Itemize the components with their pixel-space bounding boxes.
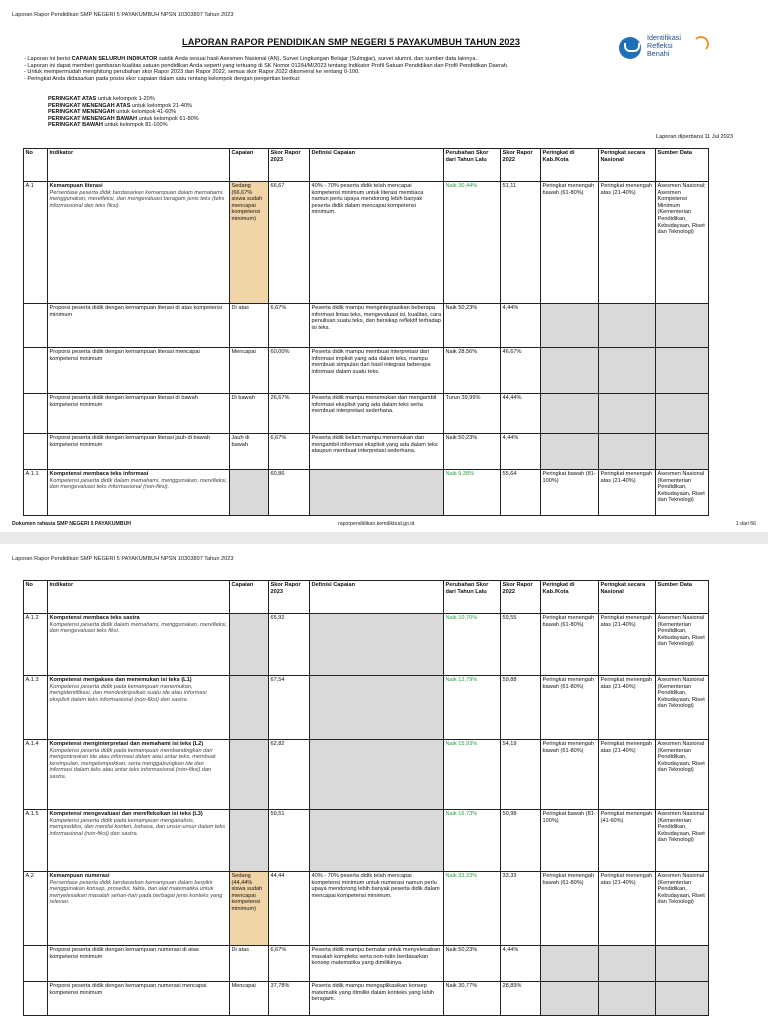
peringkat-kab-cell: Peringkat menengah bawah (61-80%) — [541, 182, 599, 304]
perubahan-cell: Naik 15,93% — [444, 740, 501, 810]
perubahan-cell: Turun 39,99% — [444, 394, 501, 434]
indicator-cell — [48, 614, 230, 676]
capaian-cell: Di bawah — [230, 394, 269, 434]
capaian-cell: Sedang (66,67% siswa sudah mencapai kompetensi minimum) — [230, 182, 269, 304]
capaian-cell: Di atas — [230, 946, 269, 982]
indicator-proportion: Proporsi peserta didik dengan kemampuan literasi di atas kompetensi minimum — [49, 305, 223, 318]
skor-2023-cell: 59,51 — [269, 810, 310, 872]
column-header: Skor Rapor 2022 — [501, 581, 541, 614]
sumber-data-cell — [656, 304, 709, 348]
footer-left: Dokumen rahasia SMP NEGERI 5 PAYAKUMBUH — [12, 521, 132, 527]
column-header: Skor Rapor 2023 — [269, 149, 310, 182]
peringkat-kab-cell — [541, 946, 599, 982]
sumber-data-cell — [656, 982, 709, 1016]
peringkat-kab-cell: Peringkat menengah bawah (61-80%) — [541, 872, 599, 946]
table-row — [24, 614, 709, 676]
peringkat-kab-cell — [541, 434, 599, 470]
indicator-table-page-2 — [23, 580, 709, 1016]
intro-line-3: - Untuk mempermudah menghitung perubahan skor Rapor 2023 dan Rapor 2022, semua skor Rapor 2022 dikonversi ke rentang 0-100. — [24, 69, 360, 76]
capaian-cell: Di atas — [230, 304, 269, 348]
skor-2022-cell: 55,64 — [501, 470, 541, 516]
indicator-title: Kemampuan numerasi — [49, 873, 110, 879]
skor-2023-cell: 6,67% — [269, 304, 310, 348]
skor-2023-cell: 65,92 — [269, 614, 310, 676]
definisi-cell: Peserta didik mampu bernalar untuk menyelesaikan masalah kompleks serta non-rutin berdasarkan konsep matematika yang dimilikinya. — [310, 946, 444, 982]
indicator-cell — [48, 348, 230, 394]
indicator-number — [24, 434, 48, 470]
running-header: Laporan Rapor Pendidikan SMP NEGERI 5 PAYAKUMBUH NPSN 10303897 Tahun 2023 — [12, 556, 234, 562]
skor-2023-cell: 60,86 — [269, 470, 310, 516]
peringkat-kab-cell — [541, 394, 599, 434]
logo-text: Identifikasi Refleksi Benahi — [647, 33, 681, 58]
table-row — [24, 348, 709, 394]
skor-2023-cell: 6,67% — [269, 946, 310, 982]
column-header: Indikator — [48, 149, 230, 182]
page-2 — [0, 546, 768, 1024]
peringkat-nasional-cell — [599, 982, 656, 1016]
sumber-data-cell: Asesmen Nasional (Kementerian Pendidikan, Kebudayaan, Riset dan Teknologi) — [656, 740, 709, 810]
skor-2022-cell: 4,44% — [501, 434, 541, 470]
sumber-data-cell: Asesmen Nasional (Kementerian Pendidikan, Kebudayaan, Riset dan Teknologi) — [656, 872, 709, 946]
peringkat-nasional-cell: Peringkat menengah atas (21-40%) — [599, 182, 656, 304]
column-header: Perubahan Skor dari Tahun Lalu — [444, 149, 501, 182]
peringkat-kab-cell: Peringkat bawah (81-100%) — [541, 470, 599, 516]
perubahan-cell: Naik 9,38% — [444, 470, 501, 516]
indicator-cell — [48, 676, 230, 740]
definisi-cell — [310, 676, 444, 740]
running-header: Laporan Rapor Pendidikan SMP NEGERI 5 PAYAKUMBUH NPSN 10303897 Tahun 2023 — [12, 12, 234, 18]
column-header: Skor Rapor 2023 — [269, 581, 310, 614]
capaian-cell — [230, 614, 269, 676]
indicator-number — [24, 348, 48, 394]
intro-line-2: - Laporan ini dapat memberi gambaran kualitas satuan pendidikan Anda seperti yang tertuang di SK Nomor 012/H/M/2023 tentang Indikator Profil Satuan Pendidikan dan Profil Pendidikan Daerah. — [24, 62, 509, 69]
indicator-cell — [48, 182, 230, 304]
perubahan-cell: Naik 12,79% — [444, 676, 501, 740]
rank-legend — [48, 96, 199, 129]
perubahan-cell: Naik 10,70% — [444, 614, 501, 676]
indicator-number: A.1.4 — [24, 740, 48, 810]
indicator-title: Kompetensi mengakses dan menemukan isi teks (L1) — [49, 677, 192, 683]
definisi-cell: Peserta didik mampu mengaplikasikan konsep matematik yang dimiliki dalam konteks yang lebih beragam. — [310, 982, 444, 1016]
indicator-cell — [48, 810, 230, 872]
peringkat-nasional-cell: Peringkat menengah atas (21-40%) — [599, 740, 656, 810]
indicator-title: Kompetensi menginterpretasi dan memahami isi teks (L2) — [49, 741, 204, 747]
sumber-data-cell — [656, 394, 709, 434]
indicator-cell — [48, 470, 230, 516]
skor-2023-cell: 60,00% — [269, 348, 310, 394]
skor-2022-cell: 33,33 — [501, 872, 541, 946]
indicator-cell — [48, 394, 230, 434]
column-header: Peringkat secara Nasional — [599, 581, 656, 614]
table-row — [24, 676, 709, 740]
table-row — [24, 740, 709, 810]
column-header: No — [24, 149, 48, 182]
skor-2023-cell: 6,67% — [269, 434, 310, 470]
column-header: Skor Rapor 2022 — [501, 149, 541, 182]
skor-2022-cell: 59,55 — [501, 614, 541, 676]
skor-2022-cell: 46,67% — [501, 348, 541, 394]
peringkat-nasional-cell — [599, 434, 656, 470]
skor-2022-cell: 4,44% — [501, 946, 541, 982]
page-separator — [0, 532, 768, 544]
rank-name: PERINGKAT ATAS — [48, 96, 97, 102]
column-header: Definisi Capaian — [310, 149, 444, 182]
skor-2023-cell: 66,67 — [269, 182, 310, 304]
updated-date: Laporan diperbarui 11 Jul 2023 — [655, 134, 733, 140]
indicator-number: A.1.5 — [24, 810, 48, 872]
table-row — [24, 394, 709, 434]
peringkat-nasional-cell: Peringkat menengah atas (21-40%) — [599, 470, 656, 516]
rank-name: PERINGKAT MENENGAH ATAS — [48, 102, 131, 109]
intro-notes — [24, 56, 724, 82]
rank-name: PERINGKAT MENENGAH BAWAH — [48, 115, 138, 122]
peringkat-kab-cell — [541, 982, 599, 1016]
definisi-cell: Peserta didik mampu mengintegrasikan beberapa informasi lintas teks, mengevaluasi isi, kualitas, cara penulisan suatu teks, dan bersikap reflektif terhadap isi teks. — [310, 304, 444, 348]
peringkat-nasional-cell — [599, 394, 656, 434]
definisi-cell — [310, 614, 444, 676]
rank-range: untuk kelompok 81-100% — [102, 122, 168, 129]
skor-2022-cell: 50,98 — [501, 810, 541, 872]
sumber-data-cell — [656, 348, 709, 394]
perubahan-cell: Naik 50,23% — [444, 946, 501, 982]
column-header: Capaian — [230, 581, 269, 614]
footer-url[interactable]: raporpendidikan.kemdikbud.go.id — [338, 521, 415, 527]
peringkat-nasional-cell: Peringkat menengah atas (21-40%) — [599, 614, 656, 676]
rank-name: PERINGKAT BAWAH — [48, 122, 103, 129]
indicator-description: Persentase peserta didik berdasarkan kemampuan dalam berpikir menggunakan konsep, prosedur, fakta, dan alat matematika untuk menyelesaikan masalah sehari-hari pada berbagai jenis konteks yang relevan. — [49, 879, 223, 906]
skor-2022-cell: 28,89% — [501, 982, 541, 1016]
column-header: Peringkat di Kab./Kota — [541, 149, 599, 182]
indicator-proportion: Proporsi peserta didik dengan kemampuan literasi di bawah kompetensi minimum — [49, 395, 198, 408]
report-title: LAPORAN RAPOR PENDIDIKAN SMP NEGERI 5 PAYAKUMBUH TAHUN 2023 — [182, 37, 521, 47]
indicator-number: A.1 — [24, 182, 48, 304]
table-row — [24, 982, 709, 1016]
skor-2023-cell: 44,44 — [269, 872, 310, 946]
capaian-cell — [230, 470, 269, 516]
indicator-cell — [48, 740, 230, 810]
definisi-cell — [310, 470, 444, 516]
column-header: Definisi Capaian — [310, 581, 444, 614]
definisi-cell: 40% - 70% peserta didik telah mencapai kompetensi minimum untuk numerasi namun perlu upaya mendorong lebih banyak peserta didik dalam mencapai kompetensi minimum. — [310, 872, 444, 946]
peringkat-nasional-cell: Peringkat menengah (41-60%) — [599, 810, 656, 872]
rank-item — [48, 116, 199, 123]
skor-2022-cell: 4,44% — [501, 304, 541, 348]
sumber-data-cell: Asesmen Nasional (Kementerian Pendidikan, Kebudayaan, Riset dan Teknologi) — [656, 614, 709, 676]
intro-line-1: - Laporan ini berisi CAPAIAN SELURUH INDIKATOR satdik Anda sesuai hasil Asesmen Nasional (AN), Survei Lingkungan Belajar (Sulingjar), survei alumni, dan sumber data lainnya. — [24, 56, 477, 62]
sumber-data-cell: Asesmen Nasional (Kementerian Pendidikan, Kebudayaan, Riset dan Teknologi) — [656, 676, 709, 740]
perubahan-cell: Naik 30,44% — [444, 182, 501, 304]
table-row — [24, 872, 709, 946]
rank-name: PERINGKAT MENENGAH — [48, 109, 115, 116]
column-header: Peringkat secara Nasional — [599, 149, 656, 182]
indicator-number — [24, 946, 48, 982]
peringkat-nasional-cell — [599, 348, 656, 394]
table-row — [24, 810, 709, 872]
indicator-number: A.2 — [24, 872, 48, 946]
indicator-cell — [48, 304, 230, 348]
table-row — [24, 182, 709, 304]
indicator-description: Kompetensi peserta didik dalam memahami, menggunakan, merefleksi, dan mengevaluasi teks fiksi. — [49, 621, 228, 635]
indicator-cell — [48, 982, 230, 1016]
peringkat-kab-cell: Peringkat bawah (81-100%) — [541, 810, 599, 872]
indicator-number — [24, 394, 48, 434]
indicator-number: A.1.3 — [24, 676, 48, 740]
skor-2022-cell: 44,44% — [501, 394, 541, 434]
perubahan-cell: Naik 30,77% — [444, 982, 501, 1016]
table-header — [24, 581, 709, 614]
logo-arc-icon — [693, 36, 709, 52]
indicator-title: Kompetensi membaca teks informasi — [49, 471, 149, 477]
skor-2023-cell: 62,82 — [269, 740, 310, 810]
indicator-cell — [48, 946, 230, 982]
rank-range: untuk kelompok 21-40% — [130, 102, 193, 109]
indicator-title: Kompetensi membaca teks sastra — [49, 615, 140, 621]
column-header: Capaian — [230, 149, 269, 182]
rank-item — [48, 96, 199, 103]
table-row — [24, 470, 709, 516]
peringkat-nasional-cell: Peringkat menengah atas (21-40%) — [599, 676, 656, 740]
rank-range: untuk kelompok 61-80% — [137, 115, 199, 122]
table-header — [24, 149, 709, 182]
peringkat-kab-cell — [541, 304, 599, 348]
capaian-cell: Sedang (44,44% siswa sudah mencapai kompetensi minimum) — [230, 872, 269, 946]
peringkat-nasional-cell: Peringkat menengah atas (21-40%) — [599, 872, 656, 946]
rank-item — [48, 103, 199, 110]
skor-2023-cell: 67,54 — [269, 676, 310, 740]
column-header: Sumber Data — [656, 149, 709, 182]
indicator-description: Kompetensi peserta didik pada kemampuan menemukan, mengidentifikasi, dan mendeskripsikan suatu ide atau informasi eksplisit dalam teks informasional (non-fiksi) dan sastra. — [49, 683, 207, 703]
rank-range: untuk kelompok 1-20% — [96, 96, 155, 102]
indicator-proportion: Proporsi peserta didik dengan kemampuan literasi mencapai kompetensi minimum — [49, 349, 200, 362]
column-header: Perubahan Skor dari Tahun Lalu — [444, 581, 501, 614]
column-header: No — [24, 581, 48, 614]
sumber-data-cell: Asesmen Nasional (Kementerian Pendidikan, Kebudayaan, Riset dan Teknologi) — [656, 810, 709, 872]
skor-2022-cell: 59,88 — [501, 676, 541, 740]
indicator-description: Persentase peserta didik berdasarkan kemampuan dalam memahami, menggunakan, merefleksi, dan mengevaluasi beragam jenis teks (teks informasional dan teks fiksi). — [49, 189, 225, 209]
table-row — [24, 434, 709, 470]
indicator-number — [24, 982, 48, 1016]
definisi-cell — [310, 810, 444, 872]
indicator-table-page-1 — [23, 148, 709, 516]
perubahan-cell: Naik 28,56% — [444, 348, 501, 394]
rank-range: untuk kelompok 41-60% — [114, 109, 177, 116]
capaian-cell: Mencapai — [230, 348, 269, 394]
column-header: Peringkat di Kab./Kota — [541, 581, 599, 614]
indicator-title: Kemampuan literasi — [49, 183, 103, 189]
capaian-cell — [230, 740, 269, 810]
indicator-description: Kompetensi peserta didik pada kemampuan menganalisis, memprediksi, dan menilai konten, bahasa, dan unsur-unsur dalam teks informasional (non-fiksi) dan sastra. — [49, 817, 226, 837]
indicator-title: Kompetensi mengevaluasi dan merefleksikan isi teks (L3) — [49, 811, 203, 817]
indicator-description: Kompetensi peserta didik pada kemampuan membandingkan dan mengontraskan ide atau informasi dalam atau antar teks, membuat kesimpulan, mengelompokkan, serta menggabungkan ide dan informasi dalam teks atau antar teks informasional (non-fiksi) dan sastra. — [49, 747, 216, 780]
page-number: 1 dari 66 — [735, 521, 756, 527]
peringkat-kab-cell — [541, 348, 599, 394]
capaian-cell — [230, 676, 269, 740]
table-row — [24, 304, 709, 348]
indicator-proportion: Proporsi peserta didik dengan kemampuan numerasi di atas kompetensi minimum — [49, 947, 199, 960]
column-header: Sumber Data — [656, 581, 709, 614]
intro-line-4: - Peringkat Anda didasarkan pada posisi skor capaian dalam satu rentang kelompok dengan pengertian berikut: — [24, 75, 301, 82]
column-header: Indikator — [48, 581, 230, 614]
perubahan-cell: Naik 50,23% — [444, 304, 501, 348]
capaian-cell: Mencapai — [230, 982, 269, 1016]
sumber-data-cell: Asesmen Nasional; Asesmen Kompetensi Minimum (Kementerian Pendidikan, Kebudayaan, Riset dan Teknologi) — [656, 182, 709, 304]
indicator-cell — [48, 872, 230, 946]
definisi-cell: Peserta didik mampu menemukan dan mengambil informasi eksplisit yang ada dalam teks serta membuat interpretasi sederhana. — [310, 394, 444, 434]
rank-item — [48, 109, 199, 116]
definisi-cell: Peserta didik mampu membuat interpretasi dari informasi implisit yang ada dalam teks, mampu membuat simpulan dari hasil integrasi beberapa informasi dalam suatu teks. — [310, 348, 444, 394]
indicator-proportion: Proporsi peserta didik dengan kemampuan numerasi mencapai kompetensi minimum — [49, 983, 207, 996]
peringkat-kab-cell: Peringkat menengah bawah (61-80%) — [541, 676, 599, 740]
indicator-proportion: Proporsi peserta didik dengan kemampuan literasi jauh di bawah kompetensi minimum — [49, 435, 210, 448]
indicator-cell — [48, 434, 230, 470]
peringkat-nasional-cell — [599, 304, 656, 348]
peringkat-kab-cell: Peringkat menengah bawah (61-80%) — [541, 740, 599, 810]
peringkat-nasional-cell — [599, 946, 656, 982]
skor-2023-cell: 26,67% — [269, 394, 310, 434]
perubahan-cell: Naik 33,33% — [444, 872, 501, 946]
sumber-data-cell — [656, 434, 709, 470]
sumber-data-cell: Asesmen Nasional (Kementerian Pendidikan, Kebudayaan, Riset dan Teknologi) — [656, 470, 709, 516]
sumber-data-cell — [656, 946, 709, 982]
capaian-cell: Jauh di bawah — [230, 434, 269, 470]
definisi-cell — [310, 740, 444, 810]
indicator-number: A.1.2 — [24, 614, 48, 676]
capaian-cell — [230, 810, 269, 872]
definisi-cell: 40% - 70% peserta didik telah mencapai kompetensi minimum untuk literasi membaca namun perlu upaya mendorong lebih banyak peserta didik dalam mencapai kompetensi minimum. — [310, 182, 444, 304]
definisi-cell: Peserta didik belum mampu menemukan dan mengambil informasi eksplisit yang ada dalam teks ataupun membuat interpretasi sederhana. — [310, 434, 444, 470]
perubahan-cell: Naik 50,23% — [444, 434, 501, 470]
perubahan-cell: Naik 16,73% — [444, 810, 501, 872]
indicator-description: Kompetensi peserta didik dalam memahami, menggunakan, merefleksi, dan mengevaluasi teks informasional (non-fiksi). — [49, 477, 228, 491]
indicator-number — [24, 304, 48, 348]
indicator-number: A.1.1 — [24, 470, 48, 516]
skor-2023-cell: 37,78% — [269, 982, 310, 1016]
skor-2022-cell: 54,19 — [501, 740, 541, 810]
rank-item — [48, 122, 199, 129]
skor-2022-cell: 51,11 — [501, 182, 541, 304]
peringkat-kab-cell: Peringkat menengah bawah (61-80%) — [541, 614, 599, 676]
table-row — [24, 946, 709, 982]
